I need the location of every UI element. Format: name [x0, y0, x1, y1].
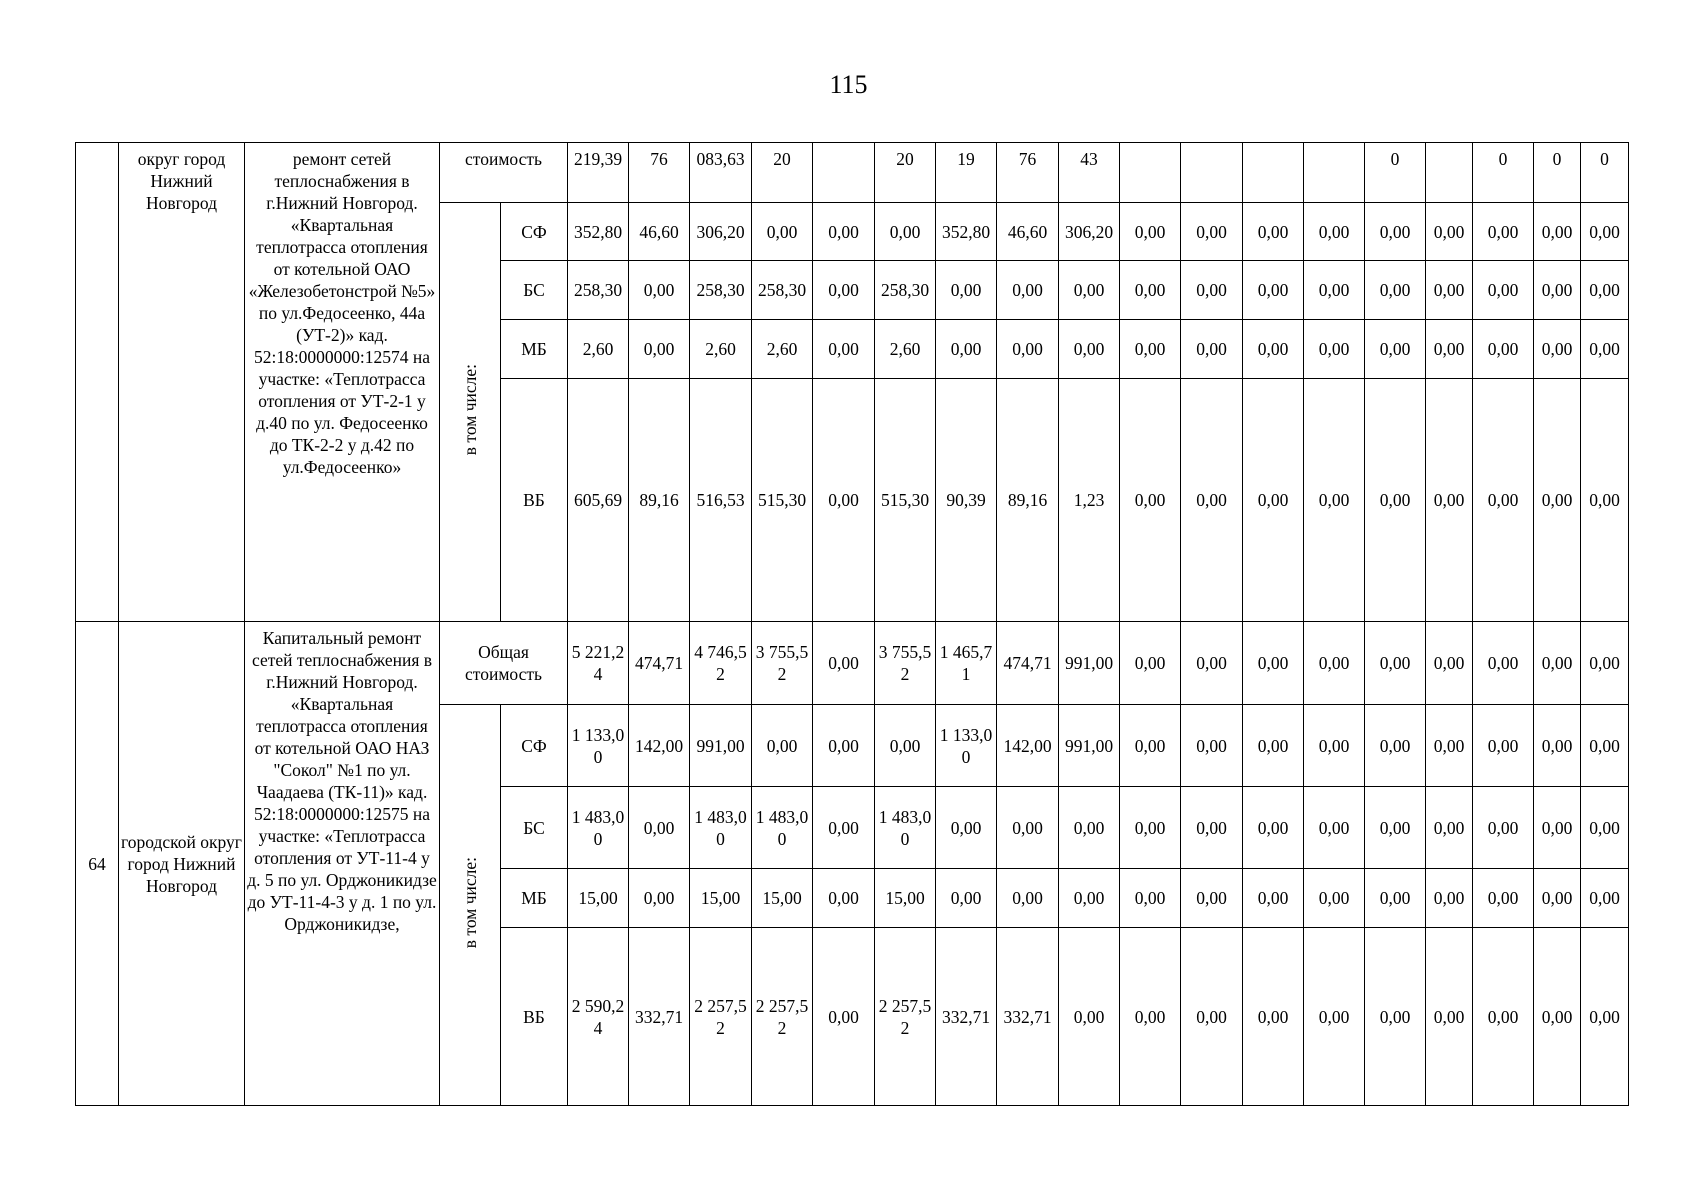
value-cell	[1120, 143, 1181, 203]
value-cell: 0,00	[1426, 705, 1473, 787]
value-cell: 258,30	[752, 261, 813, 320]
value-cell: 0,00	[997, 261, 1059, 320]
value-cell: 0,00	[813, 261, 875, 320]
value-cell: 0,00	[1581, 203, 1629, 261]
including-label	[440, 705, 501, 1106]
value-cell: 0,00	[1581, 869, 1629, 928]
value-cell: 0,00	[1534, 928, 1581, 1106]
value-cell: 0,00	[1473, 787, 1534, 869]
value-cell: 0,00	[629, 261, 690, 320]
value-cell: 258,30	[568, 261, 629, 320]
value-cell: 0,00	[1059, 261, 1120, 320]
value-cell: 219,39	[568, 143, 629, 203]
value-cell: 0,00	[813, 869, 875, 928]
value-cell: 0,00	[1534, 705, 1581, 787]
value-cell: 1 483,00	[568, 787, 629, 869]
value-cell: 0,00	[1581, 705, 1629, 787]
funding-source: МБ	[501, 320, 568, 379]
value-cell: 0,00	[752, 705, 813, 787]
value-cell: 0,00	[1243, 320, 1304, 379]
table-row	[76, 622, 1681, 705]
value-cell: 0,00	[936, 261, 997, 320]
row-number	[76, 143, 119, 622]
value-cell: 0,00	[1120, 705, 1181, 787]
value-cell: 2 257,52	[875, 928, 936, 1106]
value-cell: 0,00	[1534, 379, 1581, 622]
value-cell: 0,00	[813, 787, 875, 869]
value-cell: 0,00	[1304, 787, 1365, 869]
value-cell: 0,00	[1365, 203, 1426, 261]
value-cell: 0,00	[1426, 928, 1473, 1106]
value-cell: 0,00	[1181, 928, 1243, 1106]
value-cell: 2 590,24	[568, 928, 629, 1106]
value-cell: 0,00	[1365, 705, 1426, 787]
value-cell: 89,16	[629, 379, 690, 622]
value-cell: 991,00	[690, 705, 752, 787]
value-cell: 0,00	[1304, 261, 1365, 320]
value-cell: 0,00	[1181, 261, 1243, 320]
value-cell: 46,60	[997, 203, 1059, 261]
total-cost-label: Общая стоимость	[440, 622, 568, 705]
value-cell: 0,00	[629, 869, 690, 928]
value-cell: 3 755,52	[752, 622, 813, 705]
value-cell: 0,00	[1426, 622, 1473, 705]
value-cell: 0,00	[1581, 928, 1629, 1106]
value-cell: 0,00	[1473, 320, 1534, 379]
value-cell: 0,00	[1120, 320, 1181, 379]
value-cell: 15,00	[568, 869, 629, 928]
value-cell: 0,00	[1120, 869, 1181, 928]
value-cell: 0,00	[1120, 928, 1181, 1106]
value-cell: 0,00	[936, 320, 997, 379]
value-cell: 258,30	[690, 261, 752, 320]
value-cell: 0,00	[1365, 379, 1426, 622]
value-cell: 0,00	[1581, 622, 1629, 705]
value-cell: 0,00	[1120, 622, 1181, 705]
value-cell: 0,00	[1304, 928, 1365, 1106]
value-cell: 0,00	[1304, 705, 1365, 787]
funding-source: СФ	[501, 705, 568, 787]
value-cell: 0,00	[1181, 320, 1243, 379]
value-cell: 0	[1365, 143, 1426, 203]
value-cell: 0,00	[1365, 261, 1426, 320]
funding-source: БС	[501, 261, 568, 320]
value-cell: 352,80	[568, 203, 629, 261]
value-cell: 0,00	[1426, 869, 1473, 928]
value-cell: 0,00	[1534, 203, 1581, 261]
value-cell	[1181, 143, 1243, 203]
value-cell: 306,20	[1059, 203, 1120, 261]
value-cell: 0,00	[1426, 261, 1473, 320]
value-cell: 0,00	[1059, 928, 1120, 1106]
value-cell: 332,71	[629, 928, 690, 1106]
value-cell: 0,00	[1534, 261, 1581, 320]
value-cell: 0,00	[1181, 787, 1243, 869]
value-cell: 0,00	[1243, 928, 1304, 1106]
page-number: 115	[829, 70, 868, 99]
value-cell: 0,00	[1181, 379, 1243, 622]
value-cell: 2,60	[752, 320, 813, 379]
value-cell: 352,80	[936, 203, 997, 261]
value-cell: 142,00	[997, 705, 1059, 787]
including-label	[440, 203, 501, 622]
value-cell: 20	[875, 143, 936, 203]
value-cell: 1 483,00	[875, 787, 936, 869]
value-cell: 1 133,00	[936, 705, 997, 787]
value-cell: 0,00	[813, 928, 875, 1106]
value-cell: 0,00	[813, 379, 875, 622]
value-cell: 0,00	[875, 705, 936, 787]
value-cell: 0,00	[1534, 320, 1581, 379]
value-cell: 991,00	[1059, 705, 1120, 787]
value-cell: 0,00	[1304, 622, 1365, 705]
value-cell: 0,00	[1120, 379, 1181, 622]
value-cell: 2 257,52	[690, 928, 752, 1106]
value-cell: 0,00	[1243, 261, 1304, 320]
value-cell: 76	[629, 143, 690, 203]
value-cell: 0,00	[813, 622, 875, 705]
value-cell: 0,00	[1426, 379, 1473, 622]
value-cell: 0,00	[997, 787, 1059, 869]
value-cell: 0,00	[1304, 320, 1365, 379]
value-cell: 0,00	[813, 705, 875, 787]
value-cell	[1426, 143, 1473, 203]
value-cell: 0,00	[1473, 203, 1534, 261]
value-cell: 0,00	[752, 203, 813, 261]
value-cell: 2,60	[690, 320, 752, 379]
object-description: ремонт сетей теплоснабжения в г.Нижний Новгород. «Квартальная теплотрасса отопления от котельной ОАО «Железобетонстрой №5» по ул.Федосеенко, 44а (УТ-2)» кад. 52:18:0000000:12574 на участке: «Теплотрасса отопления от УТ-2-1 у д.40 по ул. Федосеенко до ТК-2-2 у д.42 по ул.Федосеенко»	[245, 143, 440, 622]
value-cell: 0,00	[1304, 379, 1365, 622]
value-cell	[1243, 143, 1304, 203]
value-cell: 0,00	[1181, 622, 1243, 705]
value-cell: 46,60	[629, 203, 690, 261]
value-cell: 1 133,00	[568, 705, 629, 787]
value-cell: 1 465,71	[936, 622, 997, 705]
row-number: 64	[76, 622, 119, 1106]
value-cell: 0,00	[1059, 787, 1120, 869]
value-cell: 0,00	[1059, 869, 1120, 928]
value-cell: 474,71	[629, 622, 690, 705]
value-cell: 516,53	[690, 379, 752, 622]
value-cell: 0,00	[1426, 203, 1473, 261]
value-cell: 0,00	[1243, 203, 1304, 261]
value-cell: 0,00	[1120, 203, 1181, 261]
value-cell: 0,00	[1181, 869, 1243, 928]
value-cell: 0,00	[629, 787, 690, 869]
value-cell: 0,00	[1473, 928, 1534, 1106]
value-cell: 0,00	[997, 869, 1059, 928]
value-cell: 258,30	[875, 261, 936, 320]
total-cost-label: стоимость	[440, 143, 568, 203]
value-cell: 2,60	[568, 320, 629, 379]
value-cell: 0,00	[1581, 320, 1629, 379]
value-cell: 0,00	[936, 869, 997, 928]
value-cell: 0,00	[1181, 705, 1243, 787]
value-cell: 0,00	[1181, 203, 1243, 261]
value-cell: 0,00	[1473, 869, 1534, 928]
value-cell: 0,00	[1473, 705, 1534, 787]
value-cell: 0,00	[1243, 379, 1304, 622]
value-cell: 0,00	[813, 203, 875, 261]
value-cell: 0	[1581, 143, 1629, 203]
value-cell: 0,00	[997, 320, 1059, 379]
value-cell: 142,00	[629, 705, 690, 787]
value-cell: 0,00	[1473, 622, 1534, 705]
value-cell: 89,16	[997, 379, 1059, 622]
value-cell: 0,00	[1243, 787, 1304, 869]
value-cell: 3 755,52	[875, 622, 936, 705]
value-cell: 0,00	[1581, 787, 1629, 869]
value-cell: 0,00	[1365, 869, 1426, 928]
value-cell: 0	[1473, 143, 1534, 203]
value-cell: 474,71	[997, 622, 1059, 705]
table-row	[76, 143, 1681, 203]
budget-table	[75, 142, 1681, 1106]
value-cell: 15,00	[752, 869, 813, 928]
value-cell: 0,00	[1426, 787, 1473, 869]
value-cell: 332,71	[997, 928, 1059, 1106]
funding-source: ВБ	[501, 928, 568, 1106]
value-cell: 332,71	[936, 928, 997, 1106]
value-cell: 5 221,24	[568, 622, 629, 705]
value-cell: 0,00	[1534, 869, 1581, 928]
value-cell: 90,39	[936, 379, 997, 622]
value-cell: 605,69	[568, 379, 629, 622]
value-cell: 0,00	[1534, 787, 1581, 869]
value-cell: 0,00	[1581, 379, 1629, 622]
funding-source: ВБ	[501, 379, 568, 622]
municipality: округ город Нижний Новгород	[119, 143, 245, 622]
value-cell: 991,00	[1059, 622, 1120, 705]
value-cell: 083,63	[690, 143, 752, 203]
value-cell: 0,00	[1365, 622, 1426, 705]
value-cell: 15,00	[875, 869, 936, 928]
value-cell: 0,00	[813, 320, 875, 379]
value-cell: 0,00	[1059, 320, 1120, 379]
value-cell: 0,00	[1243, 622, 1304, 705]
value-cell: 0,00	[1304, 869, 1365, 928]
value-cell: 515,30	[875, 379, 936, 622]
value-cell: 0	[1534, 143, 1581, 203]
funding-source: СФ	[501, 203, 568, 261]
value-cell: 1,23	[1059, 379, 1120, 622]
value-cell: 515,30	[752, 379, 813, 622]
value-cell: 1 483,00	[690, 787, 752, 869]
value-cell: 76	[997, 143, 1059, 203]
value-cell: 15,00	[690, 869, 752, 928]
value-cell	[813, 143, 875, 203]
municipality: городской округ город Нижний Новгород	[119, 622, 245, 1106]
including-label-text: в том числе:	[460, 856, 480, 949]
value-cell: 1 483,00	[752, 787, 813, 869]
value-cell: 0,00	[1120, 261, 1181, 320]
funding-source: БС	[501, 787, 568, 869]
value-cell: 0,00	[936, 787, 997, 869]
funding-source: МБ	[501, 869, 568, 928]
value-cell: 0,00	[1120, 787, 1181, 869]
value-cell: 0,00	[1365, 928, 1426, 1106]
value-cell: 0,00	[1534, 622, 1581, 705]
value-cell: 0,00	[875, 203, 936, 261]
value-cell: 0,00	[1581, 261, 1629, 320]
value-cell: 0,00	[1473, 261, 1534, 320]
value-cell: 20	[752, 143, 813, 203]
value-cell: 2 257,52	[752, 928, 813, 1106]
value-cell: 43	[1059, 143, 1120, 203]
value-cell: 0,00	[1243, 869, 1304, 928]
value-cell: 0,00	[1365, 787, 1426, 869]
value-cell: 306,20	[690, 203, 752, 261]
value-cell: 0,00	[1365, 320, 1426, 379]
value-cell: 4 746,52	[690, 622, 752, 705]
value-cell: 2,60	[875, 320, 936, 379]
value-cell	[1304, 143, 1365, 203]
value-cell: 19	[936, 143, 997, 203]
object-description: Капитальный ремонт сетей теплоснабжения в г.Нижний Новгород. «Квартальная теплотрасса отопления от котельной ОАО НАЗ "Сокол" №1 по ул. Чаадаева (ТК-11)» кад. 52:18:0000000:12575 на участке: «Теплотрасса отопления от УТ-11-4 у д. 5 по ул. Орджоникидзе до УТ-11-4-3 у д. 1 по ул. Орджоникидзе,	[245, 622, 440, 1106]
including-label-text: в том числе:	[460, 363, 480, 456]
value-cell: 0,00	[1304, 203, 1365, 261]
value-cell: 0,00	[1243, 705, 1304, 787]
value-cell: 0,00	[629, 320, 690, 379]
value-cell: 0,00	[1473, 379, 1534, 622]
value-cell: 0,00	[1426, 320, 1473, 379]
